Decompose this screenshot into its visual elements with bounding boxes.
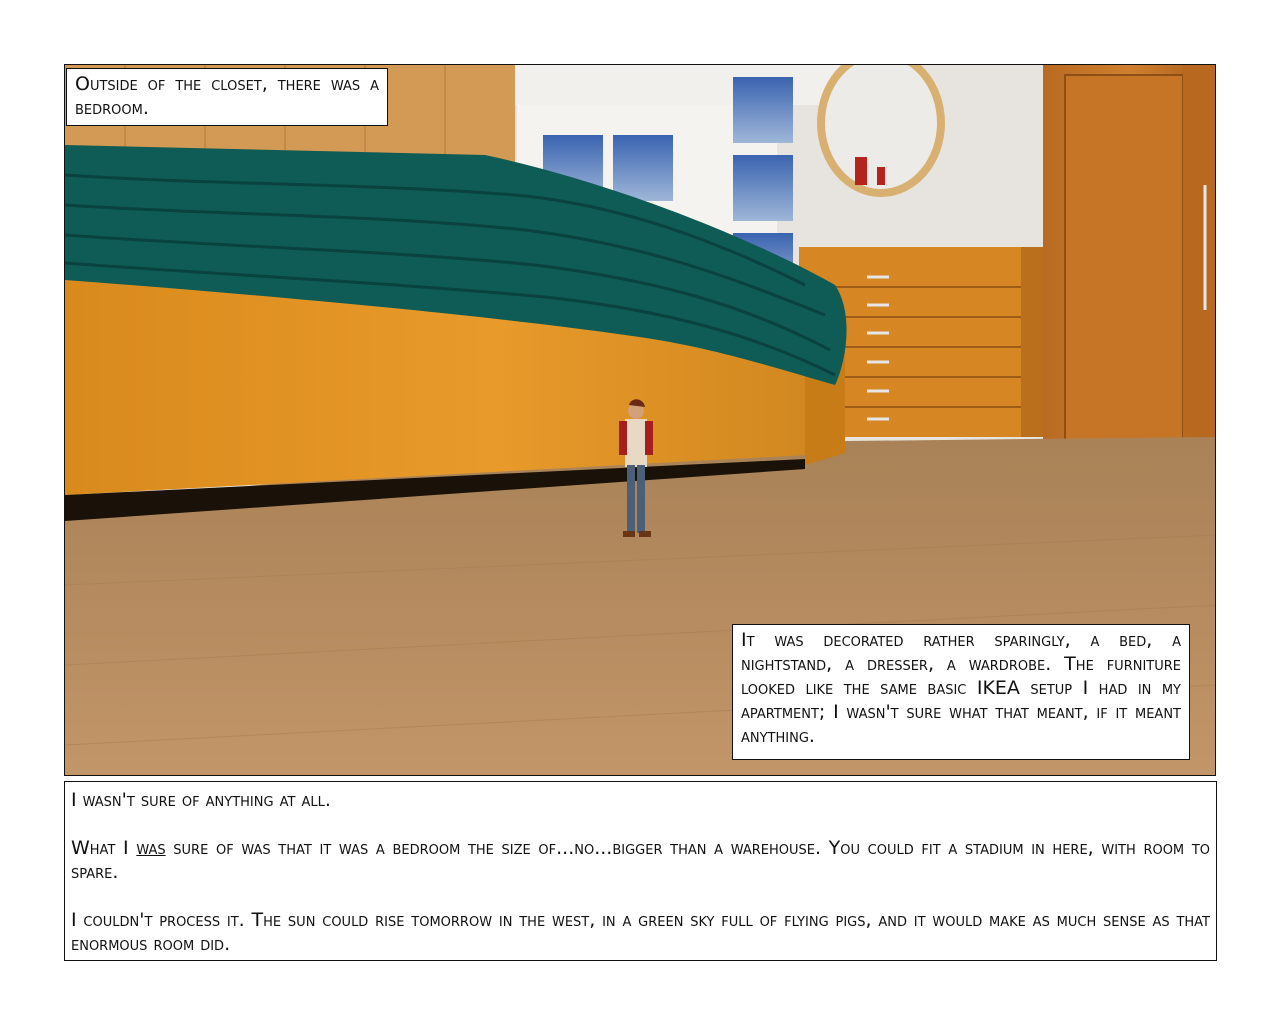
narration-paragraph-3: I couldn't process it. The sun could rise tomorrow in the west, in a green sky full of flying pigs, and it would make as much sense as that enormous room did. bbox=[71, 909, 1210, 955]
caption-top-left-text: Outside of the closet, there was a bedroom. bbox=[75, 73, 379, 119]
narration-p2-start: What I bbox=[71, 837, 137, 859]
wardrobe bbox=[1043, 65, 1216, 443]
caption-lower-right bbox=[732, 624, 1190, 760]
narration-panel bbox=[64, 781, 1217, 961]
narration-paragraph-2 bbox=[71, 836, 1210, 884]
narration-p2-emphasis: was bbox=[136, 837, 166, 859]
narration-p2-end: sure of was that it was a bedroom the size of...no...bigger than a warehouse. You could fit a stadium in here, with room to spare. bbox=[71, 837, 1210, 883]
narration-paragraph-1: I wasn't sure of anything at all. bbox=[71, 789, 331, 811]
caption-top-left bbox=[66, 68, 388, 126]
caption-lower-right-text: It was decorated rather sparingly, a bed, a nightstand, a dresser, a wardrobe. The furniture looked like the same basic IKEA setup I had in my apartment; I wasn't sure what that meant, if it meant anything. bbox=[741, 629, 1181, 747]
